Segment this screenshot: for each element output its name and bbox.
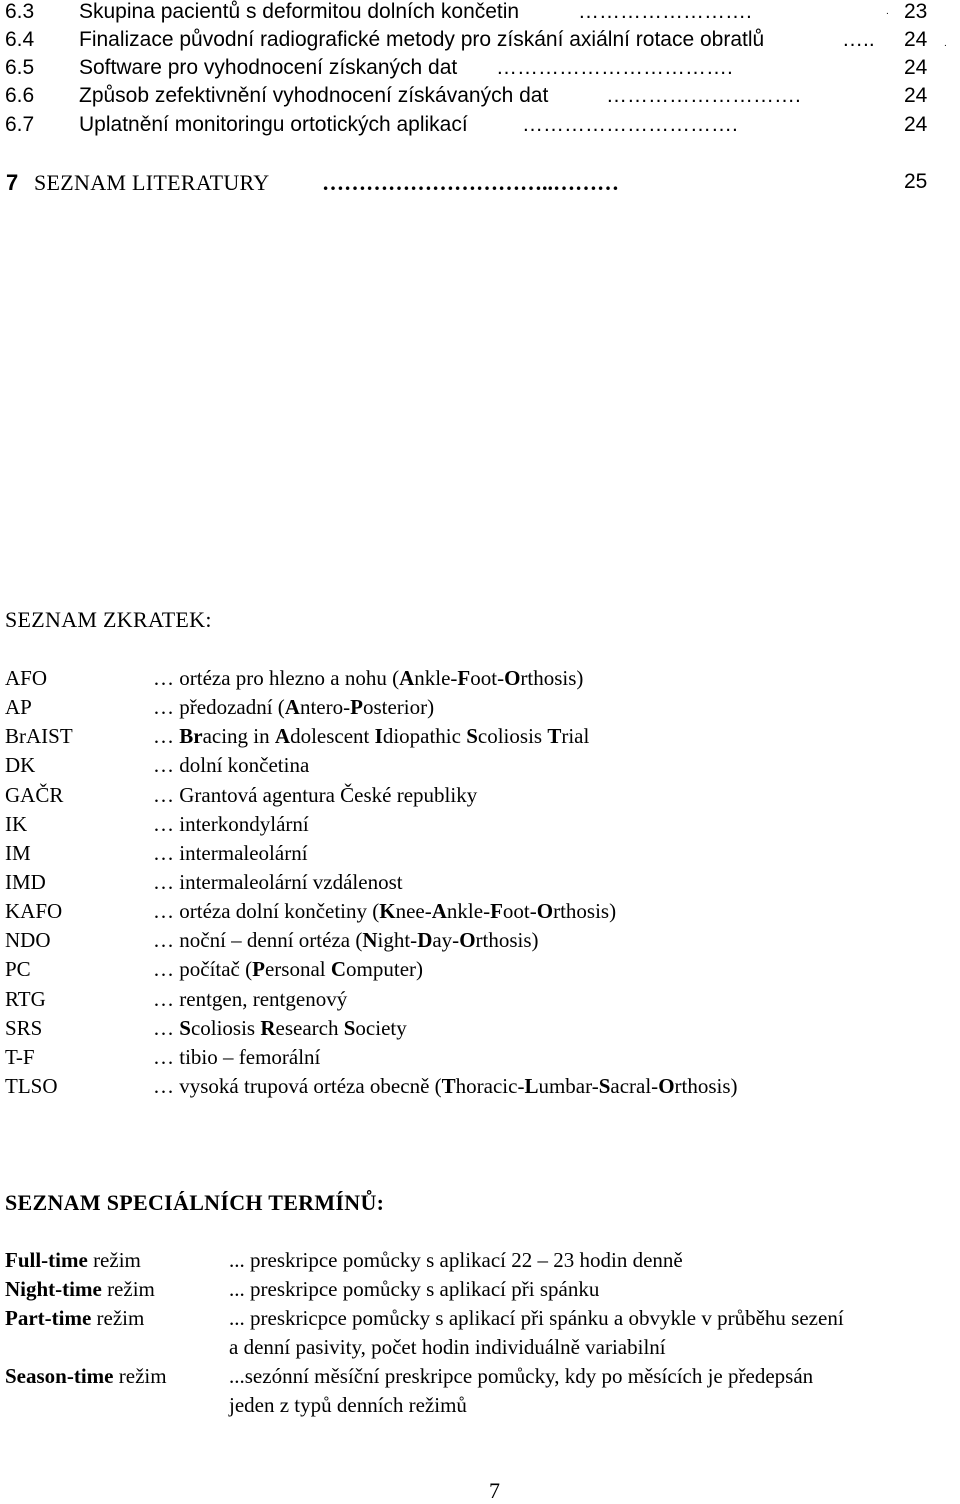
abbreviation-meaning: … Grantová agentura České republiky [153,782,478,807]
abbreviation-meaning: … vysoká trupová ortéza obecně (Thoracic-Lumbar-Sacral-Orthosis) [153,1073,738,1098]
toc-entry-title: SEZNAM LITERATURY [34,170,270,195]
abbreviation-key: IMD [5,869,46,894]
abbreviation-key: BrAIST [5,724,73,749]
toc-entry-title: Uplatnění monitoringu ortotických aplikací [79,113,468,136]
abbreviation-meaning: … ortéza dolní končetiny (Knee-Ankle-Foot-Orthosis) [153,899,617,924]
toc-entry-title: Finalizace původní radiografické metody pro získání axiální rotace obratlů [79,28,765,51]
abbreviation-meaning: … dolní končetina [153,753,310,778]
abbreviation-row [0,928,960,957]
toc-entry-title: Skupina pacientů s deformitou dolních končetin [79,0,520,23]
toc-entry-6-7[interactable] [0,113,960,142]
toc-entry-mark: . [886,6,889,17]
abbreviation-key: AFO [5,666,48,690]
toc-entry-number: 6.5 [5,56,35,79]
toc-entry-leader: ……………………………. [496,56,733,79]
abbreviation-row [0,695,960,724]
term-definition: ... preskripce pomůcky s aplikací při spánku [229,1277,600,1301]
abbreviation-meaning: … Bracing in Adolescent Idiopathic Scoliosis Trial [153,724,590,749]
toc-entry-leader: ….. [842,28,875,51]
abbreviation-key: IM [5,840,31,865]
abbreviation-meaning: … intermaleolární vzdálenost [153,869,403,894]
toc-entry-6-6[interactable] [0,84,960,113]
abbreviation-key: RTG [5,986,46,1011]
toc-entry-page: 24 [904,28,928,51]
abbreviation-meaning: … ortéza pro hlezno a nohu (Ankle-Foot-Orthosis) [153,666,584,690]
toc-entry-number: 6.3 [5,0,35,23]
abbreviation-row [0,899,960,928]
term-name: Full-time režim [5,1248,141,1272]
toc-entry-title: Software pro vyhodnocení získaných dat [79,56,458,79]
abbreviation-meaning: … interkondylární [153,811,309,836]
abbreviation-row [0,957,960,986]
abbreviations-list [0,666,960,1103]
toc-entry-page: 24 [904,84,928,107]
abbreviation-row [0,870,960,899]
abbreviations-heading: SEZNAM ZKRATEK: [5,607,212,632]
toc-entry-number: 6.4 [5,28,35,51]
abbreviation-meaning: … rentgen, rentgenový [153,986,348,1011]
toc-entry-page: 25 [904,170,928,193]
toc-entry-title: Způsob zefektivnění vyhodnocení získávaných dat [79,84,549,107]
abbreviation-meaning: … Scoliosis Research Society [153,1015,407,1040]
abbreviation-key: SRS [5,1015,43,1040]
abbreviation-key: AP [5,695,32,720]
abbreviation-row [0,753,960,782]
abbreviation-key: GAČR [5,782,64,807]
term-name: Part-time režim [5,1306,145,1330]
abbreviation-key: DK [5,753,36,778]
toc-entry-page: 23 [904,0,928,23]
toc-entry-literature[interactable] [0,170,960,202]
abbreviation-key: IK [5,811,28,836]
abbreviation-row [0,812,960,841]
abbreviation-key: KAFO [5,899,63,924]
toc-entry-page: 24 [904,113,928,136]
toc-entry-6-4[interactable] [0,28,960,57]
term-definition: ... preskricpce pomůcky s aplikací při spánku a obvykle v průběhu sezení a denní pasivity, počet hodin individuálně variabilní [229,1306,844,1359]
term-name: Season-time režim [5,1364,167,1388]
toc-entry-mark: . [944,38,947,49]
toc-entry-6-3[interactable] [0,0,960,29]
toc-entry-leader: …………………………. [522,113,738,136]
abbreviation-row [0,987,960,1016]
abbreviation-row [0,724,960,753]
term-name: Night-time režim [5,1277,155,1301]
abbreviation-meaning: … počítač (Personal Computer) [153,957,424,982]
toc-entry-number: 6.6 [5,84,35,107]
abbreviation-meaning: … intermaleolární [153,840,308,865]
abbreviation-key: NDO [5,928,51,953]
toc-entry-6-5[interactable] [0,56,960,85]
toc-entry-leader: ………………………. [606,84,801,107]
term-definition: ... preskripce pomůcky s aplikací 22 – 23 hodin denně [229,1248,683,1272]
abbreviation-meaning: … noční – denní ortéza (Night-Day-Orthosis) [153,928,539,953]
abbreviation-row [0,1045,960,1074]
toc-entry-leader: ……………………. [578,0,752,23]
abbreviation-meaning: … tibio – femorální [153,1044,321,1069]
abbreviation-row [0,783,960,812]
toc-entry-page: 24 [904,56,928,79]
page-number: 7 [489,1478,500,1503]
abbreviation-row [0,1074,960,1103]
toc-entry-number: 7 [6,170,19,195]
toc-entry-leader: …………………………..……… [322,170,619,195]
term-definition: ...sezónní měsíční preskripce pomůcky, kdy po měsících je předepsán jeden z typů denních režimů [229,1364,814,1417]
abbreviation-row [0,666,960,695]
abbreviation-key: PC [5,957,31,982]
abbreviation-row [0,841,960,870]
toc-entry-number: 6.7 [5,113,35,136]
abbreviation-row [0,1016,960,1045]
terms-heading: SEZNAM SPECIÁLNÍCH TERMÍNŮ: [5,1190,385,1215]
abbreviation-key: T-F [5,1044,35,1069]
abbreviation-meaning: … předozadní (Antero-Posterior) [153,695,435,720]
abbreviation-key: TLSO [5,1073,58,1098]
